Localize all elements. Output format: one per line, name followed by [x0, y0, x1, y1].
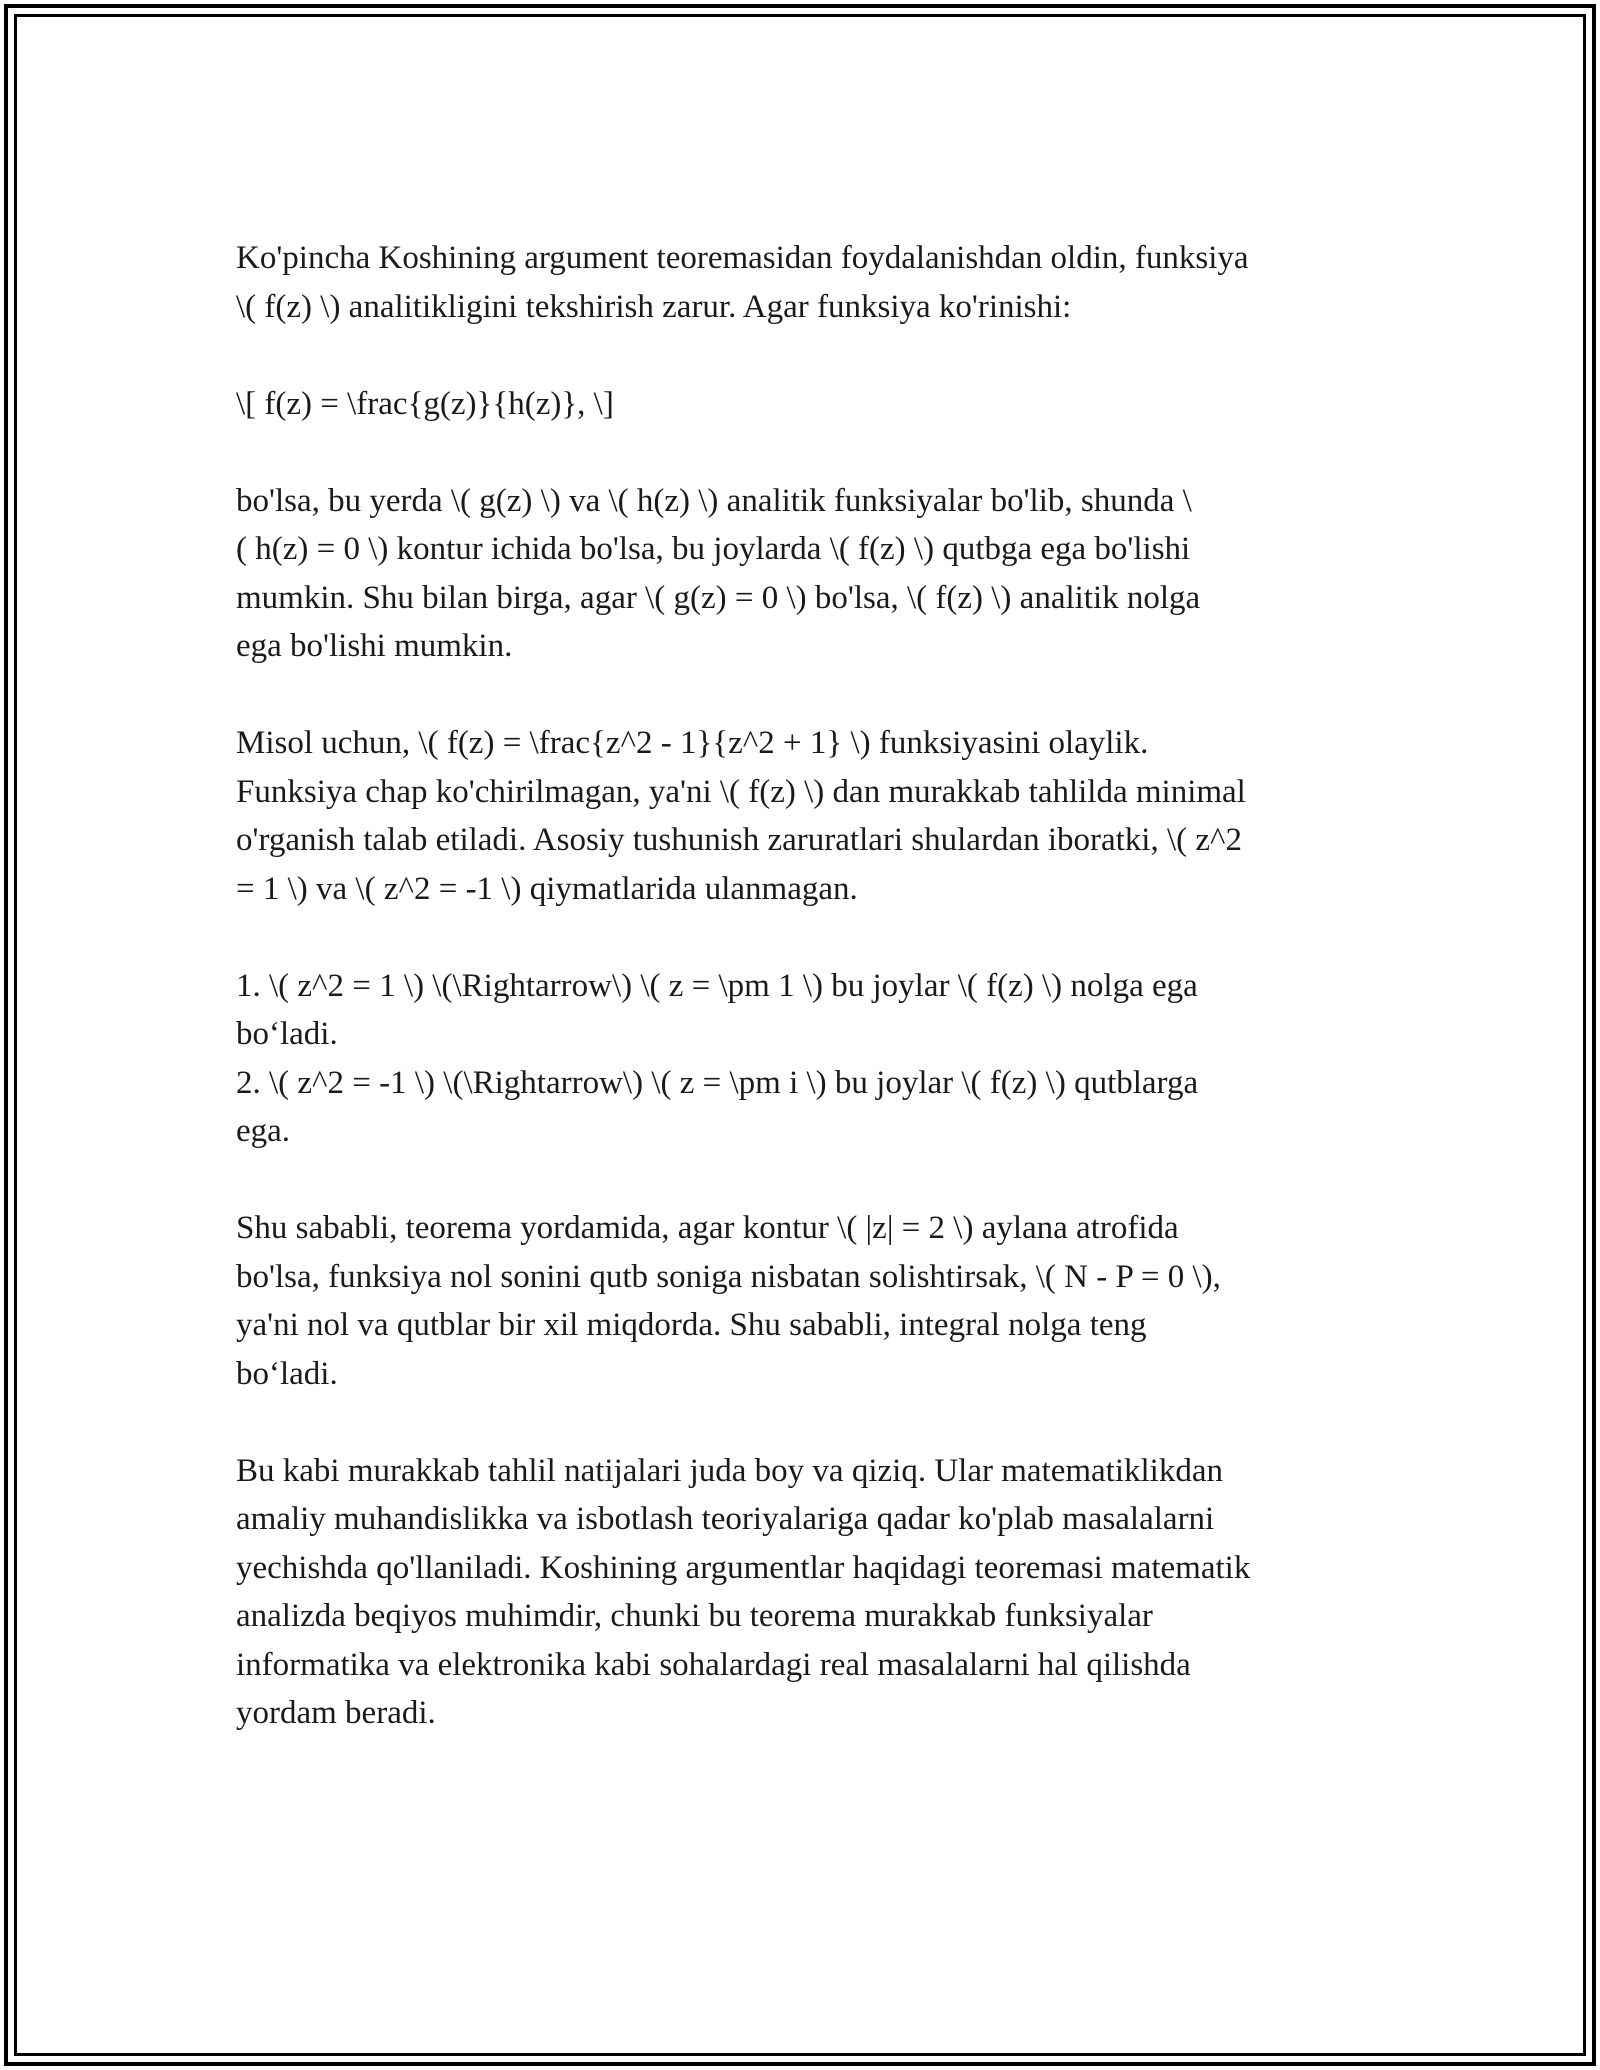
paragraph-summary: Bu kabi murakkab tahlil natijalari juda boy va qiziq. Ular matematiklikdan amaliy muhandislikka va isbotlash teoriyalariga qadar ko'plab masalalarni yechishda qo'llaniladi. Koshining argumentlar haqidagi teoremasi matematik analizda beqiyos muhimdir, chunki bu teorema murakkab funksiyalar informatika va elektronika kabi sohalardagi real masalalarni hal qilishda yordam beradi. [236, 1452, 1251, 1731]
document-body [236, 234, 1386, 1738]
paragraph-intro: Ko'pincha Koshining argument teoremasidan foydalanishdan oldin, funksiya \( f(z) \) analitikligini tekshirish zarur. Agar funksiya ko'rinishi: [236, 240, 1249, 325]
paragraph-conclusion: Shu sababli, teorema yordamida, agar kontur \( |z| = 2 \) aylana atrofida bo'lsa, funksiya nol sonini qutb soniga nisbatan solishtirsak, \( N - P = 0 \), ya'ni nol va qutblar bir xil miqdorda. Shu sababli, integral nolga teng bo‘ladi. [236, 1210, 1221, 1392]
paragraph-list: 1. \( z^2 = 1 \) \(\Rightarrow\) \( z = \pm 1 \) bu joylar \( f(z) \) nolga ega bo‘ladi. 2. \( z^2 = -1 \) \(\Rightarrow\) \( z = \pm i \) bu joylar \( f(z) \) qutblarga ega. [236, 967, 1199, 1149]
paragraph-explanation: bo'lsa, bu yerda \( g(z) \) va \( h(z) \) analitik funksiyalar bo'lib, shunda \ ( h(z) = 0 \) kontur ichida bo'lsa, bu joylarda \( f(z) \) qutbga ega bo'lishi mumkin. Shu bilan birga, agar \( g(z) = 0 \) bo'lsa, \( f(z) \) analitik nolga ega bo'lishi mumkin. [236, 482, 1201, 664]
paragraph-example: Misol uchun, \( f(z) = \frac{z^2 - 1}{z^2 + 1} \) funksiyasini olaylik. Funksiya chap ko'chirilmagan, ya'ni \( f(z) \) dan murakkab tahlilda minimal o'rganish talab etiladi. Asosiy tushunish zaruratlari shulardan iboratki, \( z^2 = 1 \) va \( z^2 = -1 \) qiymatlarida ulanmagan. [236, 725, 1246, 907]
paragraph-formula: \[ f(z) = \frac{g(z)}{h(z)}, \] [236, 385, 614, 422]
